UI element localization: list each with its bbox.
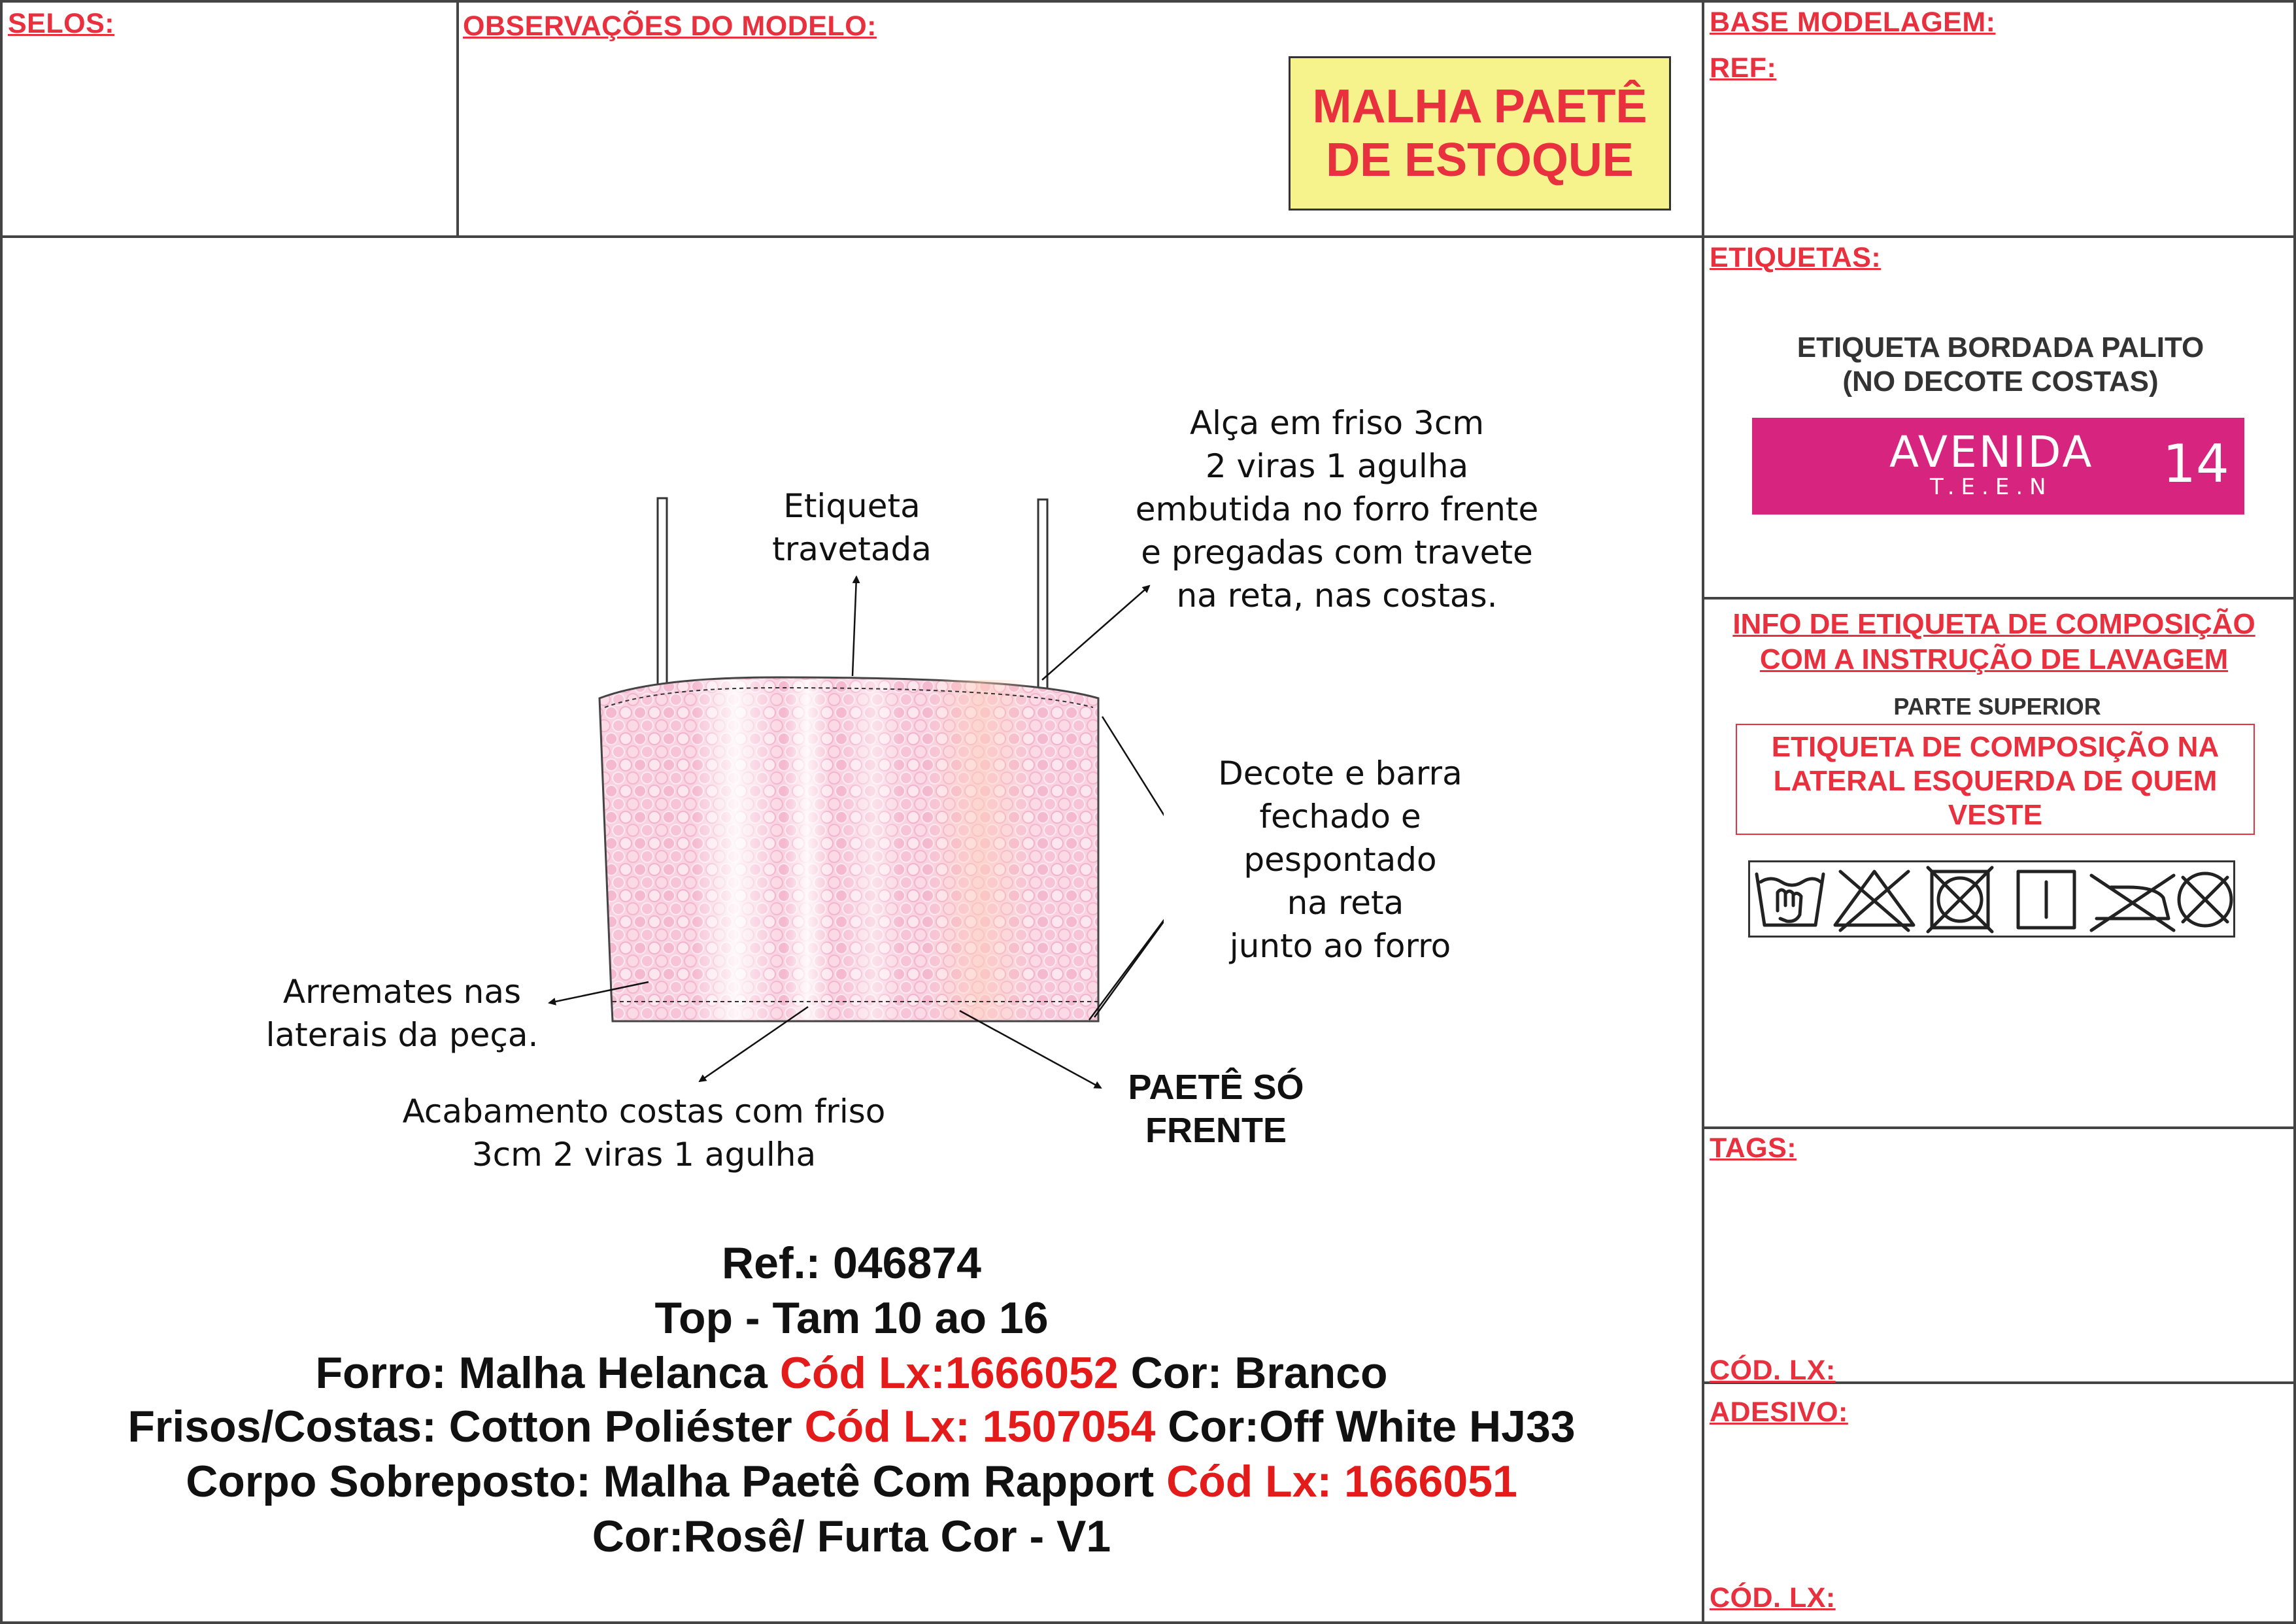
cod-lx-label-adesivo: CÓD. LX: — [1710, 1582, 1836, 1614]
note-decote: Decote e barra fechado e pespontado na reta junto ao forro — [1218, 754, 1462, 965]
composition-note: ETIQUETA DE COMPOSIÇÃO NA LATERAL ESQUERDA DE QUEM VESTE — [1736, 724, 2255, 835]
note-arremates: Arremates nas laterais da peça. — [265, 973, 539, 1054]
spec-forro: Forro: Malha Helanca Cód Lx:1666052 Cor: Branco — [315, 1348, 1388, 1398]
stock-fabric-note: MALHA PAETÊ DE ESTOQUE — [1289, 56, 1671, 211]
spec-frisos: Frisos/Costas: Cotton Poliéster Cód Lx: 1507054 Cor:Off White HJ33 — [127, 1402, 1576, 1451]
arrow-decote — [1094, 837, 1164, 1017]
spec-product: Top - Tam 10 ao 16 — [654, 1293, 1049, 1343]
note-paete-so-frente: PAETÊ SÓ FRENTE — [1128, 1068, 1304, 1150]
label-type-title: ETIQUETA BORDADA PALITO (NO DECOTE COSTAS) — [1797, 331, 2204, 398]
no-dry-clean-icon — [2179, 873, 2231, 926]
strap-right — [1038, 499, 1047, 693]
observacoes-label: OBSERVAÇÕES DO MODELO: — [463, 10, 877, 42]
brand-subline: T.E.E.N — [1930, 474, 2053, 500]
composition-info-label: INFO DE ETIQUETA DE COMPOSIÇÃO COM A INSTRUÇÃO DE LAVAGEM — [1732, 608, 2255, 675]
spec-ref: Ref.: 046874 — [722, 1238, 981, 1288]
note-acabamento: Acabamento costas com friso 3cm 2 viras 1 agulha — [402, 1092, 886, 1174]
note-etiqueta: Etiqueta travetada — [772, 487, 932, 568]
spec-cor: Cor:Rosê/ Furta Cor - V1 — [592, 1512, 1111, 1561]
no-tumble-dry-icon — [1928, 868, 1992, 932]
note-alca: Alça em friso 3cm 2 viras 1 agulha embutida no forro frente e pregadas com travete na reta, nas costas. — [1135, 404, 1539, 615]
care-symbols — [1748, 860, 2235, 938]
ref-label: REF: — [1710, 52, 1777, 84]
no-bleach-icon — [1835, 871, 1914, 930]
cod-lx-label-tags: CÓD. LX: — [1710, 1355, 1836, 1386]
top-body — [599, 677, 1098, 1021]
selos-label: SELOS: — [8, 8, 115, 39]
line-dry-icon — [2018, 871, 2074, 928]
adesivo-label: ADESIVO: — [1710, 1396, 1848, 1428]
tags-label: TAGS: — [1710, 1132, 1797, 1164]
arrow-paete — [960, 1011, 1101, 1088]
garment-sketch — [248, 484, 1164, 1177]
base-modelagem-label: BASE MODELAGEM: — [1710, 7, 1996, 38]
spec-corpo: Corpo Sobreposto: Malha Paetê Com Rapport Cód Lx: 1666051 — [186, 1457, 1517, 1506]
part-title: PARTE SUPERIOR — [1893, 693, 2101, 720]
hand-wash-icon — [1757, 874, 1823, 925]
brand-label — [1752, 418, 2244, 515]
strap-left — [658, 498, 667, 692]
no-iron-icon — [2091, 875, 2174, 930]
arrow-etiqueta — [853, 577, 856, 676]
etiquetas-label: ETIQUETAS: — [1710, 242, 1882, 273]
brand-name: AVENIDA — [1889, 427, 2094, 477]
brand-size: 14 — [2163, 433, 2229, 494]
